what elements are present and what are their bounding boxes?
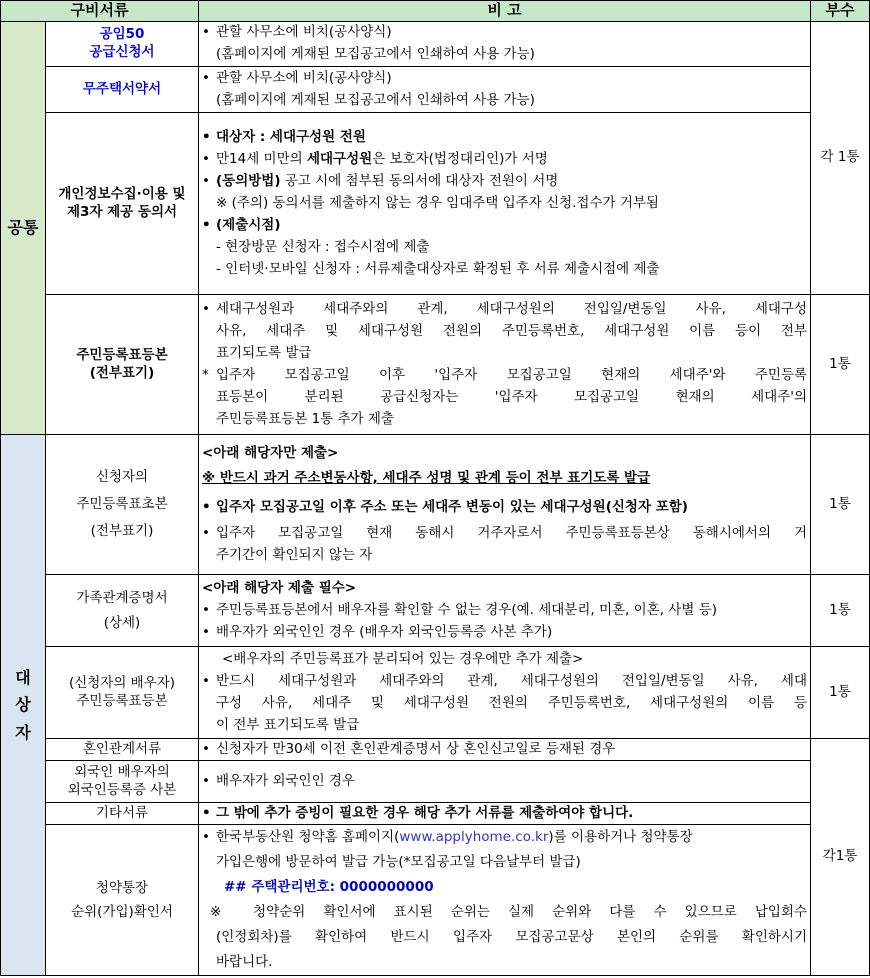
table-row (1, 761, 870, 803)
note-no-house-pledge: • 관할 사무소에 비치(공사양식) (홈페이지에 게재된 모집공고에서 인쇄하여 사용 가능) (199, 67, 811, 113)
doc-marriage-documents: 혼인관계서류 (46, 739, 199, 761)
doc-no-house-pledge: 무주택서약서 (46, 67, 199, 113)
copies-common: 각 1통 (811, 22, 870, 295)
table-row (1, 803, 870, 825)
group-target: 대 상 자 (1, 435, 46, 976)
header-copies: 부수 (811, 1, 870, 22)
doc-foreign-spouse-id: 외국인 배우자의 외국인등록증 사본 (46, 761, 199, 803)
note-other-documents: • 그 밖에 추가 증빙이 필요한 경우 해당 추가 서류를 제출하여야 합니다. (199, 803, 811, 825)
table-row (1, 647, 870, 739)
doc-resident-register-copy: 주민등록표등본 (전부표기) (46, 295, 199, 435)
note-resident-register-abstract: <아래 해당자만 제출> ※ 반드시 과거 주소변동사항, 세대주 성명 및 관계 등이 전부 표기도록 발급 • 입주자 모집공고일 이후 주소 또는 세대주 변동이 있는 세대구성원(신청자 포함) • 입주자 모집공고일 현재 동해시 거주자로서 주민등록표등본상 동해시에서의 거 주기간이 확인되지 않는 자 (199, 435, 811, 575)
note-spouse-resident-register: <배우자의 주민등록표가 분리되어 있는 경우에만 추가 제출> • 반드시 세대구성원과 세대주와의 관계, 세대구성원의 전입일/변동일 사유, 세대 구성 사유, 세대주 및 세대구성원 전원의 주민등록번호, 세대구성원의 이름 등 이 전부 표기되도록 발급 (199, 647, 811, 739)
table-row (1, 739, 870, 761)
group-common: 공통 (1, 22, 46, 435)
doc-privacy-consent: 개인정보수집·이용 및 제3자 제공 동의서 (46, 113, 199, 295)
copies-family-relation-cert: 1통 (811, 575, 870, 647)
table-row (1, 435, 870, 575)
table-row (1, 295, 870, 435)
copies-resident-register-copy: 1통 (811, 295, 870, 435)
copies-spouse-resident-register: 1통 (811, 647, 870, 739)
copies-resident-register-abstract: 1통 (811, 435, 870, 575)
applyhome-link[interactable]: www.applyhome.co.kr (399, 828, 549, 845)
table-row (1, 22, 870, 67)
table-row (1, 113, 870, 295)
table-header-row (1, 1, 870, 22)
doc-other-documents: 기타서류 (46, 803, 199, 825)
table-row (1, 67, 870, 113)
note-resident-register-copy: • 세대구성원과 세대주와의 관계, 세대구성원의 전입일/변동일 사유, 세대구성 사유, 세대주 및 세대구성원 전원의 주민등록번호, 세대구성원 이름 등이 전부 표기되도록 발급 * 입주자 모집공고일 이후 '입주자 모집공고일 현재의 세대주'와 주민등록 표등본이 분리된 공급신청자는 '입주자 모집공고일 현재의 세대주'의 주민등록표등본 1통 추가 제출 (199, 295, 811, 435)
note-subscription-rank-cert: • 한국부동산원 청약홈 홈페이지(www.applyhome.co.kr)를 이용하거나 청약통장 가입은행에 방문하여 발급 가능(*모집공고일 다음날부터 발급) ## 주택관리번호: 0000000000 ※ 청약순위 확인서에 표시된 순위는 실제 순위와 다를 수 있으므로 납입회수 (인정회차)를 확인하여 반드시 입주자 모집공고문상 본인의 순위를 확인하시기 바랍니다. (199, 825, 811, 976)
header-documents: 구비서류 (1, 1, 199, 22)
note-foreign-spouse-id: • 배우자가 외국인인 경우 (199, 761, 811, 803)
doc-application-form: 공임50 공급신청서 (46, 22, 199, 67)
note-application-form: • 관할 사무소에 비치(공사양식) (홈페이지에 게재된 모집공고에서 인쇄하여 사용 가능) (199, 22, 811, 67)
note-privacy-consent: • 대상자 : 세대구성원 전원 • 만14세 미만의 세대구성원은 보호자(법정대리인)가 서명 • (동의방법) 공고 시에 첨부된 동의서에 대상자 전원이 서명 ※ (주의) 동의서를 제출하지 않는 경우 임대주택 입주자 신청.접수가 거부됨 • (제출시점) - 현장방문 신청자 : 접수시점에 제출 - 인터넷·모바일 신청자 : 서류제출대상자로 확정된 후 서류 제출시점에 제출 (199, 113, 811, 295)
note-marriage-documents: • 신청자가 만30세 이전 혼인관계증명서 상 혼인신고일로 등재된 경우 (199, 739, 811, 761)
copies-tail: 각1통 (811, 739, 870, 976)
doc-resident-register-abstract: 신청자의 주민등록표초본 (전부표기) (46, 435, 199, 575)
table-row (1, 825, 870, 976)
doc-subscription-rank-cert: 청약통장 순위(가입)확인서 (46, 825, 199, 976)
header-note: 비 고 (199, 1, 811, 22)
doc-family-relation-cert: 가족관계증명서 (상세) (46, 575, 199, 647)
note-family-relation-cert: <아래 해당자 제출 필수> • 주민등록표등본에서 배우자를 확인할 수 없는 경우(예. 세대분리, 미혼, 이혼, 사별 등) • 배우자가 외국인인 경우 (배우자 외국인등록증 사본 추가) (199, 575, 811, 647)
table-row (1, 575, 870, 647)
doc-spouse-resident-register: (신청자의 배우자) 주민등록표등본 (46, 647, 199, 739)
